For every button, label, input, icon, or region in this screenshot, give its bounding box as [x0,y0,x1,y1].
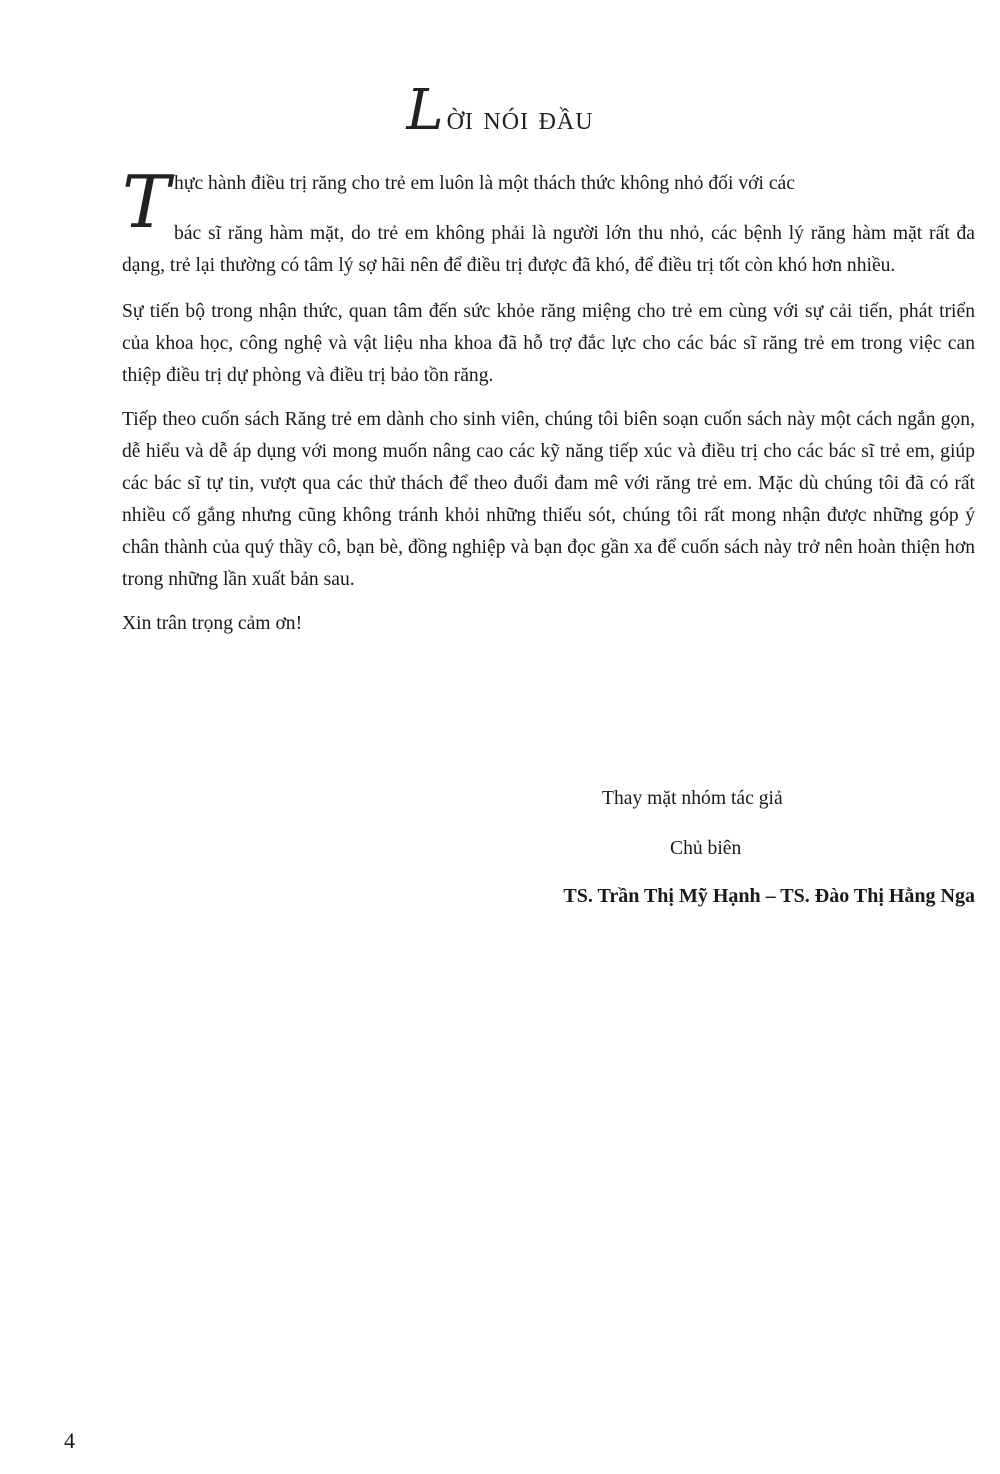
foreword-body [122,160,975,652]
signature-role: Chủ biên [670,838,742,859]
signature-authors: TS. Trần Thị Mỹ Hạnh – TS. Đào Thị Hằng Nga [563,885,975,907]
page-number: 4 [64,1428,75,1453]
paragraph-4: Xin trân trọng cảm ơn! [122,613,303,634]
paragraph-3: Tiếp theo cuốn sách Răng trẻ em dành cho sinh viên, chúng tôi biên soạn cuốn sách này một cách ngắn gọn, dễ hiểu và dễ áp dụng với mong muốn nâng cao các kỹ năng tiếp xúc và điều trị cho các bác sĩ trẻ em, giúp các bác sĩ tự tin, vượt qua các thử thách để theo đuổi đam mê với răng trẻ em. Mặc dù chúng tôi đã có rất nhiều cố gắng nhưng cũng không tránh khỏi những thiếu sót, chúng tôi rất mong nhận được những góp ý chân thành của quý thầy cô, bạn bè, đồng nghiệp và bạn đọc gần xa để cuốn sách này trở nên hoàn thiện hơn trong những lần xuất bản sau. [122,409,975,590]
title-initial: L [406,78,445,143]
paragraph-1-rest: bác sĩ răng hàm mặt, do trẻ em không phải là người lớn thu nhỏ, các bệnh lý răng hàm mặt rất đa dạng, trẻ lại thường có tâm lý sợ hãi nên để điều trị được đã khó, để điều trị tốt còn khó hơn nhiều. [122,223,975,276]
title-rest: ời nói đầu [446,100,594,137]
drop-cap: T [122,160,171,244]
paragraph-1-first-line: hực hành điều trị răng cho trẻ em luôn là một thách thức không nhỏ đối với các [174,173,795,194]
paragraph-1 [122,160,975,282]
paragraph-2: Sự tiến bộ trong nhận thức, quan tâm đến sức khỏe răng miệng cho trẻ em cùng với sự cải tiến, phát triển của khoa học, công nghệ và vật liệu nha khoa đã hỗ trợ đắc lực cho các bác sĩ răng trẻ em trong việc can thiệp điều trị dự phòng và điều trị bảo tồn răng. [122,301,975,386]
signature-on-behalf: Thay mặt nhóm tác giả [602,788,783,809]
page-title [0,78,1000,143]
